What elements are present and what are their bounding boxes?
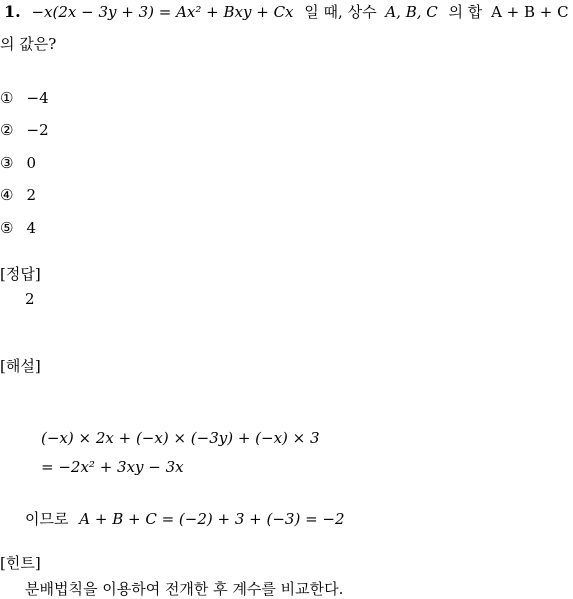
question-text-sum: 의 합 (448, 3, 483, 21)
question-line-1 (4, 1, 569, 22)
option-2[interactable] (0, 120, 49, 139)
option-value: −2 (26, 121, 49, 139)
option-marker: ④ (0, 186, 14, 204)
option-marker: ② (0, 121, 14, 139)
option-5[interactable] (0, 218, 36, 237)
option-marker: ⑤ (0, 219, 14, 237)
question-equation: −x(2x − 3y + 3) = Ax² + Bxy + Cx (31, 3, 294, 21)
option-marker: ③ (0, 154, 14, 172)
option-marker: ① (0, 89, 14, 107)
question-sum-expr: A + B + C (491, 3, 569, 21)
answer-value: 2 (25, 290, 35, 308)
solution-label: [해설] (0, 357, 41, 375)
hint-text: 분배법칙을 이용하여 전개한 후 계수를 비교한다. (25, 580, 344, 598)
option-3[interactable] (0, 153, 36, 172)
solution-line-2: = −2x² + 3xy − 3x (41, 458, 184, 476)
solution-line-3-prefix: 이므로 (25, 510, 69, 528)
question-number: 1. (4, 2, 21, 21)
answer-label: [정답] (0, 265, 41, 283)
option-4[interactable] (0, 185, 36, 204)
option-value: 0 (26, 154, 37, 172)
option-value: −4 (26, 89, 49, 107)
question-text: 일 때, 상수 (304, 3, 377, 21)
solution-line-1: (−x) × 2x + (−x) × (−3y) + (−x) × 3 (41, 429, 320, 447)
hint-label: [힌트] (0, 554, 41, 572)
option-1[interactable] (0, 88, 49, 107)
question-constants: A, B, C (385, 3, 438, 21)
solution-line-3-expr: A + B + C = (−2) + 3 + (−3) = −2 (79, 510, 345, 528)
option-value: 4 (26, 219, 37, 237)
solution-line-3 (25, 508, 345, 529)
option-value: 2 (26, 186, 37, 204)
question-line-2: 의 값은? (0, 35, 57, 53)
